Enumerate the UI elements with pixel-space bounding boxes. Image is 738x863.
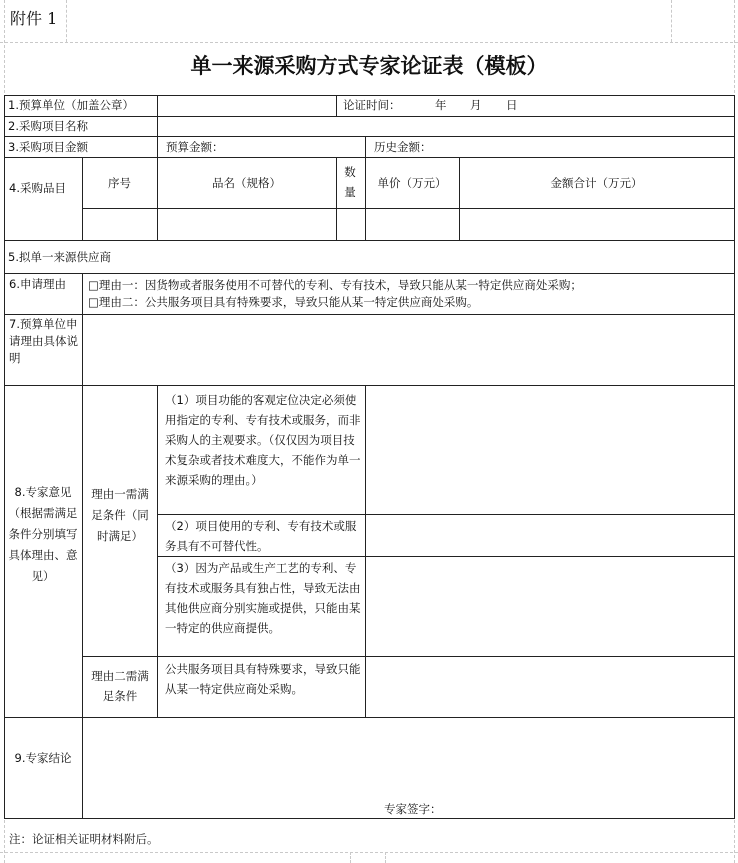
- reason-one-option[interactable]: □理由一：因货物或者服务使用不可替代的专利、专有技术，导致只能从某一特定供应商处采购；: [88, 278, 582, 292]
- items-header-name: 品名（规格）: [212, 176, 281, 190]
- year-label: 年: [435, 98, 447, 112]
- reason-label: 6.申请理由: [9, 277, 66, 291]
- page-guide-top-left: [66, 0, 67, 42]
- col-line: [157, 136, 158, 157]
- items-input-row[interactable]: [83, 209, 734, 239]
- condition-3-text: （3）因为产品或生产工艺的专利、专有技术或服务具有独占性，导致无法由其他供应商分别实施或提供，只能由某一特定的供应商提供。: [165, 561, 361, 635]
- items-header-total: 金额合计（万元）: [550, 176, 643, 190]
- condition-1-opinion-field[interactable]: [366, 386, 734, 513]
- page-guide-bottom: [0, 852, 738, 853]
- reason-one-conditions-label: 理由一需满足条件（同时满足）: [91, 487, 149, 543]
- row-line: [4, 136, 735, 137]
- col-line: [82, 273, 83, 314]
- signature-label: 专家签字：: [384, 802, 442, 816]
- budget-unit-label: 1.预算单位（加盖公章）: [8, 98, 134, 112]
- items-header-qty: 数量: [344, 165, 356, 199]
- page-title: 单一来源采购方式专家论证表（模板）: [190, 53, 548, 78]
- budget-amount-label[interactable]: 预算金额：: [166, 140, 224, 154]
- row-line: [4, 818, 735, 819]
- history-amount-label[interactable]: 历史金额：: [374, 140, 432, 154]
- conclusion-field[interactable]: [83, 718, 734, 798]
- project-amount-label: 3.采购项目金额: [8, 140, 88, 154]
- items-header-seq: 序号: [108, 176, 131, 190]
- page-guide-top-right: [671, 0, 672, 42]
- items-header-unit-price: 单价（万元）: [377, 176, 447, 190]
- explain-field[interactable]: [83, 315, 734, 384]
- explain-label: 7.预算单位申请理由具体说明: [9, 317, 78, 365]
- page-guide-bottom-right: [385, 852, 386, 863]
- reason-two-conditions-label: 理由二需满足条件: [91, 669, 149, 703]
- project-name-field[interactable]: [158, 117, 734, 135]
- col-line: [734, 95, 735, 818]
- demo-time-label: 论证时间：: [343, 98, 401, 112]
- row-line: [4, 273, 735, 274]
- row-line: [4, 157, 735, 158]
- items-label: 4.采购品目: [9, 181, 66, 195]
- supplier-label: 5.拟单一来源供应商: [8, 250, 111, 264]
- col-line: [82, 385, 83, 717]
- conclusion-label: 9.专家结论: [14, 751, 72, 765]
- footer-note: 注：论证相关证明材料附后。: [9, 832, 159, 846]
- reason-two-condition-text: 公共服务项目具有特殊要求，导致只能从某一特定供应商处采购。: [165, 662, 361, 696]
- condition-1-text: （1）项目功能的客观定位决定必须使用指定的专利、专有技术或服务，而非采购人的主观要求。（仅仅因为项目技术复杂或者技术难度大，不能作为单一来源采购的理由。）: [165, 393, 361, 487]
- project-name-label: 2.采购项目名称: [8, 119, 88, 133]
- budget-unit-field[interactable]: [158, 96, 335, 115]
- col-line: [157, 385, 158, 717]
- condition-2-text: （2）项目使用的专利、专有技术或服务具有不可替代性。: [165, 519, 357, 553]
- col-line: [4, 95, 5, 818]
- page-guide-bottom-left: [350, 852, 351, 863]
- expert-opinion-label: 8.专家意见（根据需满足条件分别填写具体理由、意见）: [8, 485, 78, 583]
- month-label: 月: [470, 98, 482, 112]
- col-line: [336, 95, 337, 116]
- col-line: [365, 136, 366, 157]
- reason-two-opinion-field[interactable]: [366, 657, 734, 716]
- page-guide-top: [0, 42, 738, 43]
- condition-3-opinion-field[interactable]: [366, 557, 734, 655]
- supplier-field[interactable]: [158, 241, 734, 272]
- row-line: [4, 95, 735, 96]
- reason-two-option[interactable]: □理由二：公共服务项目具有特殊要求，导致只能从某一特定供应商处采购。: [88, 295, 479, 309]
- attachment-label: 附件 1: [10, 9, 58, 28]
- day-label: 日: [506, 98, 518, 112]
- condition-2-opinion-field[interactable]: [366, 515, 734, 555]
